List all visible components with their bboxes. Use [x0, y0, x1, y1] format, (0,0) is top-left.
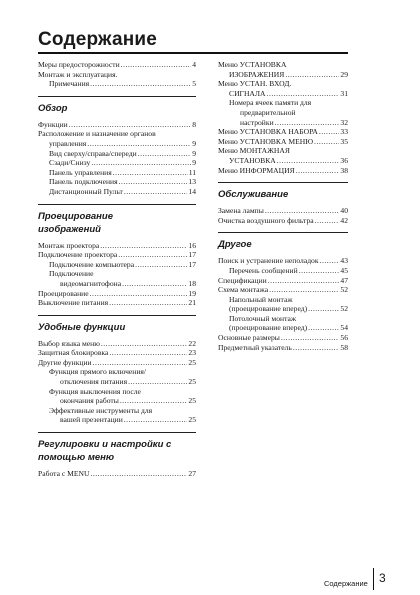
- toc-entry[interactable]: Другие функции ..... 25: [38, 358, 196, 368]
- page-title: Содержание: [38, 29, 158, 50]
- toc-entry[interactable]: Подключение компьютера ..... 17: [38, 260, 196, 270]
- toc-entry-line: Расположение и назначение органов: [38, 129, 156, 139]
- section-heading: Проецирование изображений: [38, 210, 113, 235]
- toc-entry[interactable]: Очистка воздушного фильтра ..... 42: [218, 216, 348, 226]
- toc-entry-line: Номера ячеек памяти для: [229, 98, 312, 108]
- toc-entry[interactable]: (проецирование вперед) ..... 54: [218, 323, 348, 333]
- toc-entry[interactable]: Выбор языка меню ..... 22: [38, 339, 196, 349]
- toc-entry[interactable]: Предметный указатель ..... 58: [218, 343, 348, 353]
- toc-entry-line: Функция выключения после: [49, 386, 141, 396]
- section-heading: Регулировки и настройки с помощью меню: [38, 439, 172, 464]
- toc-entry[interactable]: Примечания ..... 5: [38, 79, 196, 89]
- toc-entry[interactable]: УСТАНОВКА ..... 36: [218, 156, 348, 166]
- toc-entry[interactable]: Сзади/Снизу ..... 9: [38, 158, 196, 168]
- toc-entry-line: Функция прямого включения/: [49, 367, 147, 377]
- toc-entry-line: Меню УСТАН. ВХОД.: [218, 79, 292, 89]
- toc-section-other: [218, 232, 348, 352]
- toc-entry[interactable]: Основные размеры ..... 56: [218, 333, 348, 343]
- toc-left-column: [38, 56, 196, 479]
- toc-entry[interactable]: Меню УСТАНОВКА НАБОРА ..... 33: [218, 127, 348, 137]
- toc-entry[interactable]: отключения питания ..... 25: [38, 377, 196, 387]
- toc-entry[interactable]: Выключение питания ..... 21: [38, 298, 196, 308]
- toc-entry[interactable]: видеомагнитофона ..... 18: [38, 279, 196, 289]
- toc-entry[interactable]: Спецификации ..... 47: [218, 276, 348, 286]
- toc-right-column: [218, 56, 348, 352]
- toc-entry[interactable]: Подключение проектора ..... 17: [38, 250, 196, 260]
- toc-entry-line: Монтаж и эксплуатация.: [38, 69, 118, 79]
- toc-entry[interactable]: Меню ИНФОРМАЦИЯ ..... 38: [218, 166, 348, 176]
- footer-divider: [373, 568, 374, 590]
- toc-entry[interactable]: Перечень сообщений ..... 45: [218, 266, 348, 276]
- toc-entry-line: Эффективные инструменты для: [49, 405, 153, 415]
- toc-entry[interactable]: настройки ..... 32: [218, 118, 348, 128]
- toc-entry[interactable]: Защитная блокировка ..... 23: [38, 348, 196, 358]
- toc-entry[interactable]: Меры предосторожности ..... 4: [38, 60, 196, 70]
- toc-entry[interactable]: Поиск и устранение неполадок ..... 43: [218, 256, 348, 266]
- toc-entry[interactable]: управления ..... 9: [38, 139, 196, 149]
- toc-section-overview: [38, 96, 196, 197]
- section-heading: Обслуживание: [218, 189, 289, 201]
- toc-entry-line: Потолочный монтаж: [229, 313, 297, 323]
- footer-label: Содержание: [324, 579, 368, 588]
- toc-entry[interactable]: Панель подключения ..... 13: [38, 177, 196, 187]
- toc-entry[interactable]: Дистанционный Пульт ..... 14: [38, 187, 196, 197]
- title-rule: [38, 52, 348, 54]
- toc-entry-line: предварительной: [240, 107, 296, 117]
- toc-entry-line: Напольный монтаж: [229, 294, 293, 304]
- toc-entry[interactable]: Вид сверху/справа/спереди ..... 9: [38, 149, 196, 159]
- toc-entry-line: Подключение: [49, 269, 94, 279]
- toc-entry[interactable]: Функции ..... 8: [38, 120, 196, 130]
- page-number: 3: [379, 571, 386, 585]
- toc-entry[interactable]: ИЗОБРАЖЕНИЯ ..... 29: [218, 70, 348, 80]
- toc-section-projecting: [38, 204, 196, 308]
- toc-entry[interactable]: СИГНАЛА ..... 31: [218, 89, 348, 99]
- toc-section-intro: [38, 60, 196, 89]
- toc-entry[interactable]: окончания работы ..... 25: [38, 396, 196, 406]
- toc-entry[interactable]: Монтаж проектора ..... 16: [38, 241, 196, 251]
- toc-entry-line: Меню МОНТАЖНАЯ: [218, 146, 290, 156]
- toc-entry[interactable]: Панель управления ..... 11: [38, 168, 196, 178]
- toc-entry[interactable]: вашей презентации ..... 25: [38, 415, 196, 425]
- toc-entry[interactable]: (проецирование вперед) ..... 52: [218, 304, 348, 314]
- toc-section-adjust: [38, 432, 196, 479]
- toc-entry-line: Меню УСТАНОВКА: [218, 60, 287, 69]
- toc-entry[interactable]: Работа с MENU ..... 27: [38, 469, 196, 479]
- toc-section-menu-items: [218, 60, 348, 175]
- section-heading: Обзор: [38, 102, 68, 114]
- toc-entry[interactable]: Схема монтажа ..... 52: [218, 285, 348, 295]
- section-heading: Другое: [218, 239, 252, 251]
- toc-entry[interactable]: Замена лампы ..... 40: [218, 206, 348, 216]
- toc-section-maintenance: [218, 182, 348, 225]
- toc-entry[interactable]: Меню УСТАНОВКА МЕНЮ ..... 35: [218, 137, 348, 147]
- section-heading: Удобные функции: [38, 321, 126, 333]
- toc-section-convenient: [38, 315, 196, 425]
- toc-entry[interactable]: Проецирование ..... 19: [38, 289, 196, 299]
